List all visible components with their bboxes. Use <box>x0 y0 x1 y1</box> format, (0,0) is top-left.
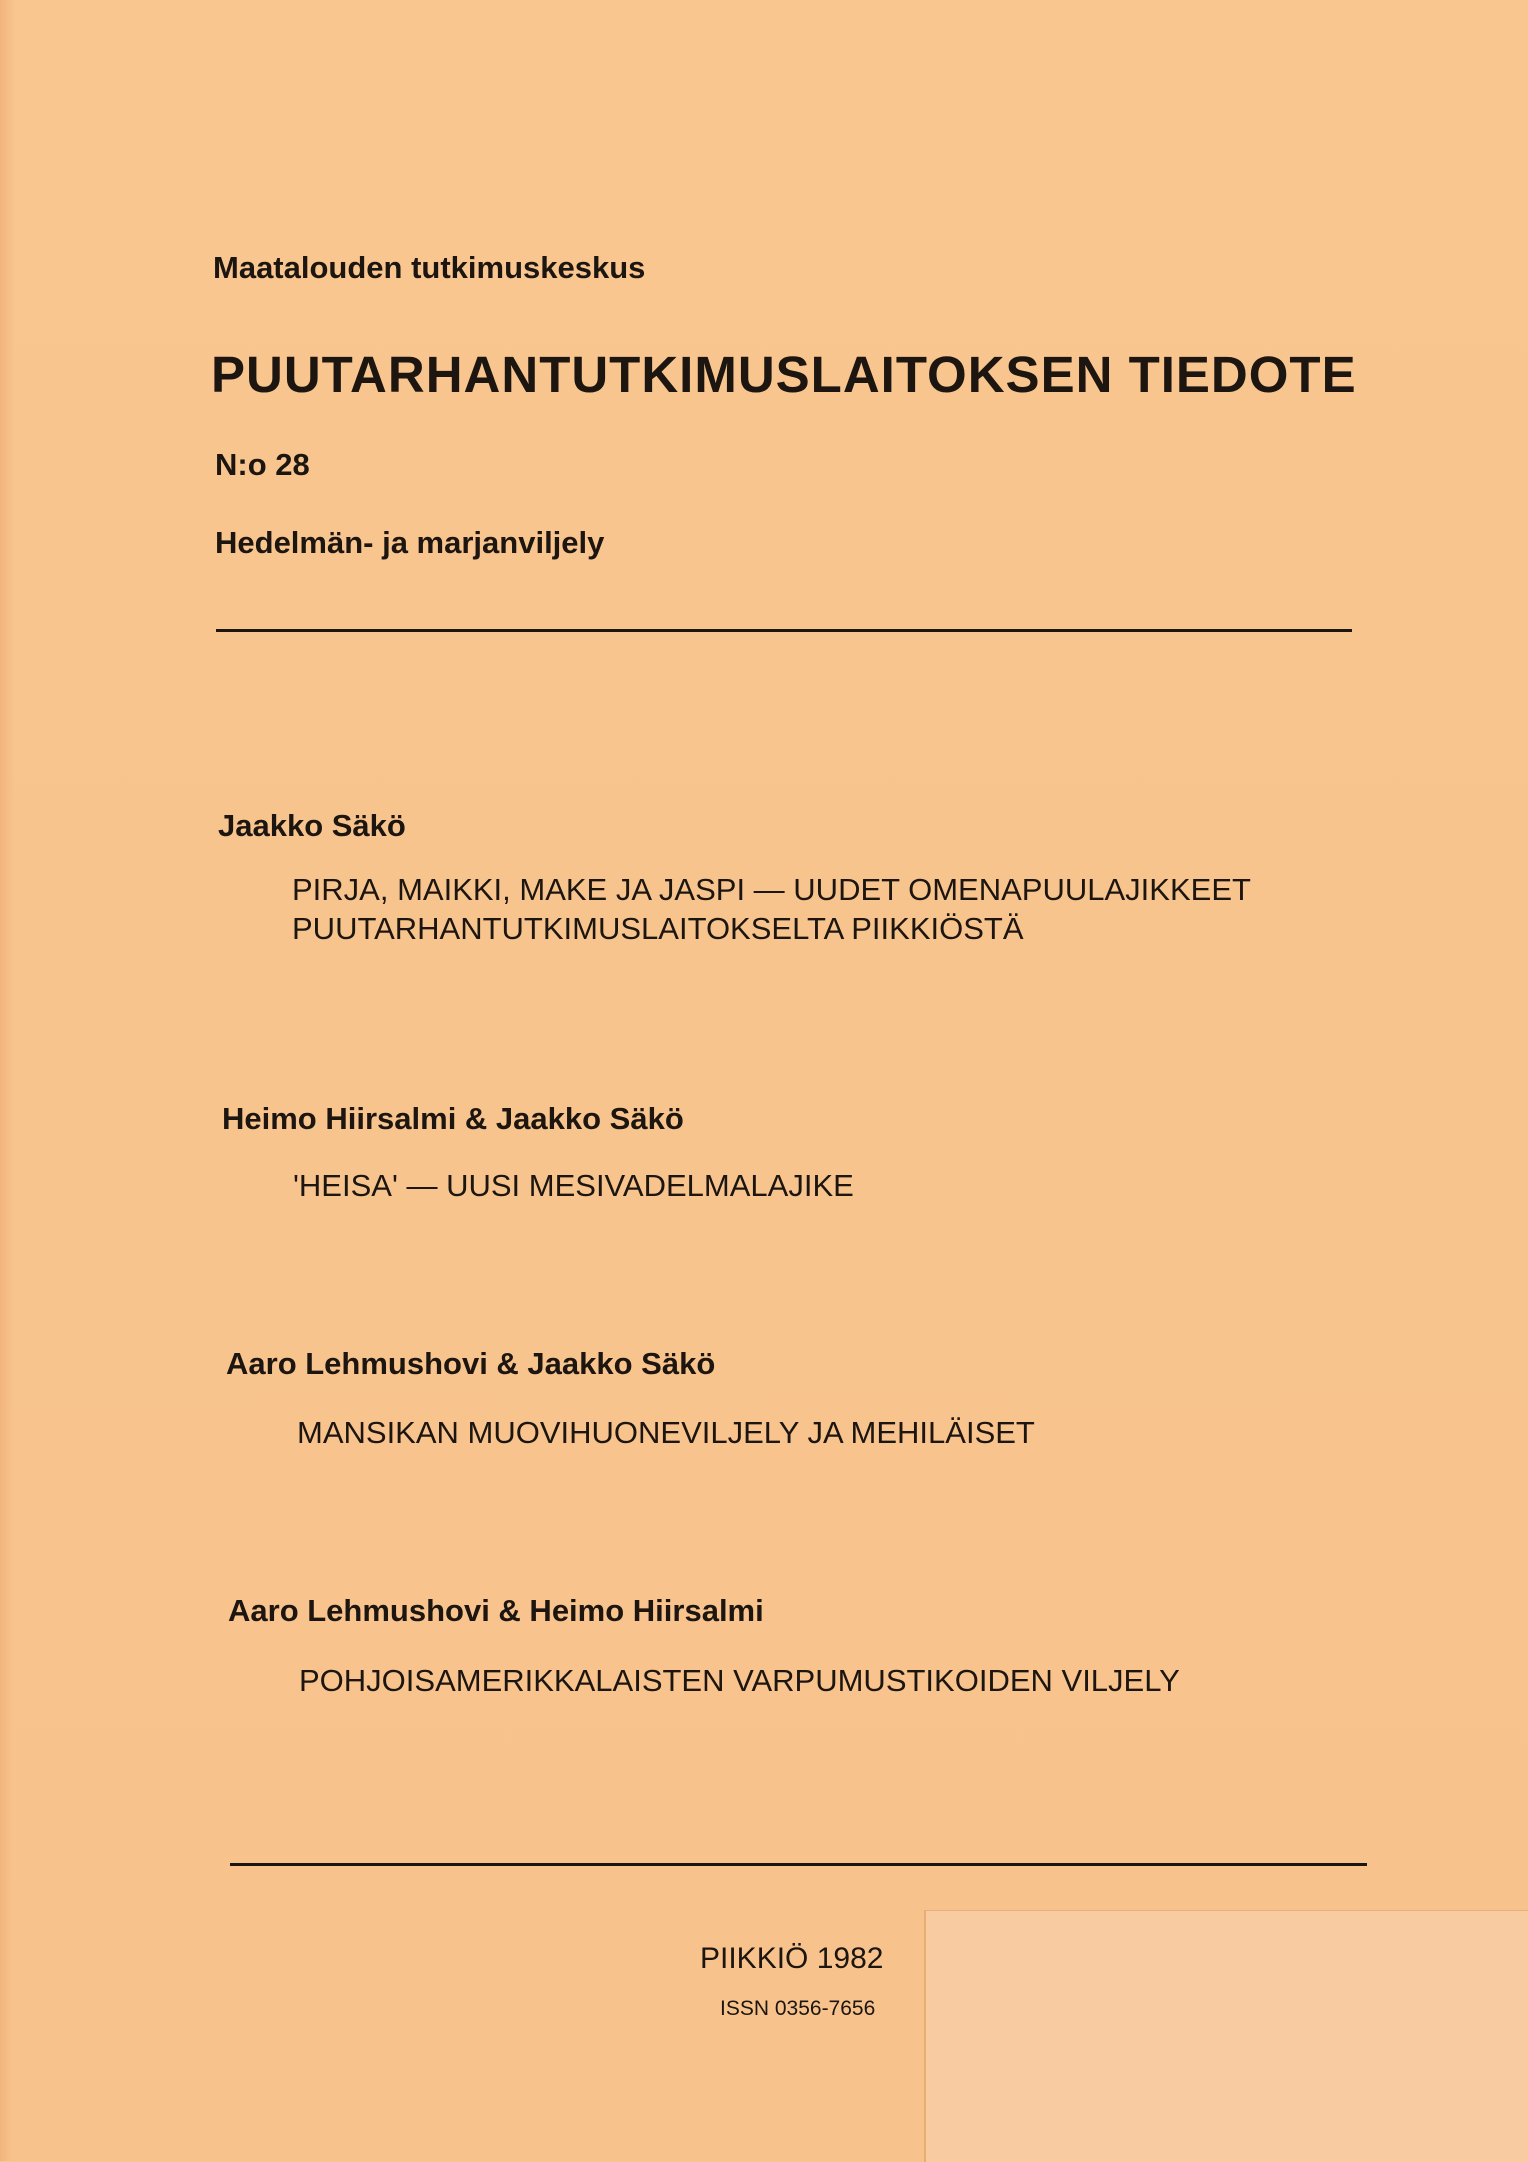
series-title: PUUTARHANTUTKIMUSLAITOKSEN TIEDOTE <box>211 346 1357 403</box>
article-2-title: 'HEISA' — UUSI MESIVADELMALAJIKE <box>293 1168 854 1203</box>
paper-slip <box>924 1910 1528 2162</box>
article-3-authors: Aaro Lehmushovi & Jaakko Säkö <box>226 1346 716 1381</box>
issn-number: ISSN 0356-7656 <box>720 1997 876 2020</box>
article-4-title: POHJOISAMERIKKALAISTEN VARPUMUSTIKOIDEN VILJELY <box>299 1663 1180 1698</box>
subject-heading: Hedelmän- ja marjanviljely <box>215 525 605 560</box>
article-2-authors: Heimo Hiirsalmi & Jaakko Säkö <box>222 1101 684 1136</box>
bottom-divider <box>230 1863 1367 1866</box>
institution-name: Maatalouden tutkimuskeskus <box>213 250 646 285</box>
page-edge <box>0 0 14 2161</box>
publication-place-year: PIIKKIÖ 1982 <box>700 1942 884 1975</box>
article-3-title: MANSIKAN MUOVIHUONEVILJELY JA MEHILÄISET <box>297 1415 1035 1450</box>
article-1-title-line-2: PUUTARHANTUTKIMUSLAITOKSELTA PIIKKIÖSTÄ <box>292 911 1024 946</box>
top-divider <box>216 629 1352 632</box>
article-1-authors: Jaakko Säkö <box>218 808 406 843</box>
issue-number: N:o 28 <box>215 447 310 482</box>
article-4-authors: Aaro Lehmushovi & Heimo Hiirsalmi <box>228 1593 764 1628</box>
article-1-title-line-1: PIRJA, MAIKKI, MAKE JA JASPI — UUDET OMENAPUULAJIKKEET <box>292 872 1251 907</box>
article-1-title <box>292 870 1251 948</box>
